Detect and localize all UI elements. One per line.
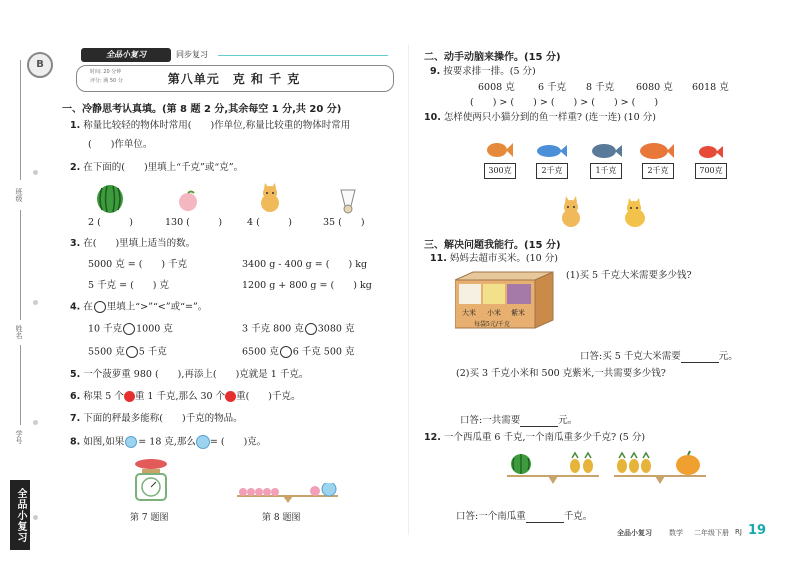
q4-item-4: 6500 克 6 千克 500 克 xyxy=(242,346,355,358)
q4-item-3: 5500 克 5 千克 xyxy=(88,346,167,358)
q9-value-3: 8 千克 xyxy=(586,82,615,93)
cat-icon xyxy=(558,196,584,228)
q11-answer2: 口答:一共需要 元。 xyxy=(460,415,578,426)
unit-header xyxy=(76,48,392,92)
bin-label-rice: 大米 xyxy=(462,309,476,317)
q1: 1. 称量比较轻的物体时常用( )作单位,称量比较重的物体时常用 xyxy=(70,120,351,131)
binding-hole xyxy=(33,515,38,520)
footer-grade: 二年级下册 xyxy=(694,529,729,537)
spine-line xyxy=(20,345,21,425)
q10: 10. 怎样使两只小猫分到的鱼一样重? (连一连) (10 分) xyxy=(424,112,656,123)
section-2-title: 二、动手动脑来操作。(15 分) xyxy=(424,52,561,63)
balance-scale-icon xyxy=(235,483,340,503)
q9-value-4: 6080 克 xyxy=(636,82,673,93)
bin-price-note: 每袋5元/千克 xyxy=(474,321,510,328)
q11: 11. 妈妈去超市买米。(10 分) xyxy=(430,253,558,264)
cat-icon xyxy=(622,198,648,228)
platform-scale-icon xyxy=(130,458,172,502)
q11-answer1: 口答:买 5 千克大米需要 元。 xyxy=(580,351,738,362)
q9-value-5: 6018 克 xyxy=(692,82,729,93)
answer-blank[interactable] xyxy=(681,352,719,363)
fish-weight-5: 700克 xyxy=(695,163,727,179)
fish-weight-1: 300克 xyxy=(484,163,516,179)
bin-label-millet: 小米 xyxy=(487,309,501,317)
q12-answer: 口答:一个南瓜重 千克。 xyxy=(456,511,593,522)
peach-icon xyxy=(177,190,199,212)
spine-line xyxy=(20,210,21,320)
q11-part2: (2)买 3 千克小米和 500 克紫米,一共需要多少钱? xyxy=(456,368,666,379)
fish-icon xyxy=(485,140,513,160)
q2-item-3: 4 ( ) xyxy=(247,217,292,228)
header-rule xyxy=(218,55,388,56)
spine-logo: 全品小复习 xyxy=(10,480,30,550)
score-meta: 评分: 满 50 分 xyxy=(90,78,123,84)
watermelon-icon xyxy=(95,184,125,214)
footer-subject: 数学 xyxy=(669,529,683,537)
fish-weight-2: 2千克 xyxy=(536,163,568,179)
q9-value-1: 6008 克 xyxy=(478,82,515,93)
q3: 3. 在( )里填上适当的数。 xyxy=(70,238,196,249)
fish-icon xyxy=(697,144,723,160)
fish-weight-4: 2千克 xyxy=(642,163,674,179)
q2: 2. 在下面的( )里填上“千克”或“克”。 xyxy=(70,162,244,173)
fish-icon xyxy=(590,141,622,161)
q3-item-3: 5 千克 = ( ) 克 xyxy=(88,280,169,291)
round-stamp: B xyxy=(27,52,53,78)
balance-watermelon-pineapples xyxy=(505,450,601,486)
answer-blank[interactable] xyxy=(520,416,558,427)
q4-item-2: 3 千克 800 克 3080 克 xyxy=(242,323,355,335)
fish-weight-3: 1千克 xyxy=(590,163,622,179)
q12: 12. 一个西瓜重 6 千克,一个南瓜重多少千克? (5 分) xyxy=(424,432,646,443)
spine-label-name: 姓名 xyxy=(15,325,23,339)
spine-label-class: 班级 xyxy=(15,188,23,202)
fish-icon xyxy=(638,140,674,162)
q3-item-2: 3400 g - 400 g = ( ) kg xyxy=(242,259,368,270)
page-number: 19 xyxy=(748,523,767,538)
q8: 8. 如图,如果 = 18 克,那么 = ( )克。 xyxy=(70,436,267,448)
q6: 6. 称果 5 个 重 1 千克,那么 30 个 重( )千克。 xyxy=(70,391,301,402)
q2-item-4: 35 ( ) xyxy=(323,217,365,228)
q2-item-2: 130 ( ) xyxy=(165,217,223,228)
q3-item-1: 5000 克 = ( ) 千克 xyxy=(88,259,188,270)
apple-icon xyxy=(225,391,236,402)
section-3-title: 三、解决问题我能行。(15 分) xyxy=(424,240,561,251)
fish-icon xyxy=(535,142,567,160)
fig7-caption: 第 7 题图 xyxy=(130,513,169,523)
binding-hole xyxy=(33,300,38,305)
q9-order: ( ) > ( ) > ( ) > ( ) > ( ) xyxy=(470,97,659,108)
unit-title: 第八单元 克 和 千 克 xyxy=(167,72,301,86)
cat-icon xyxy=(258,183,282,213)
footer-edition: RJ xyxy=(735,528,742,536)
answer-blank[interactable] xyxy=(526,512,564,523)
q9-value-2: 6 千克 xyxy=(538,82,567,93)
bin-label-purple: 紫米 xyxy=(511,309,525,317)
apple-icon xyxy=(124,391,135,402)
binding-hole xyxy=(33,420,38,425)
section-1-title: 一、冷静思考认真填。(第 8 题 2 分,其余每空 1 分,共 20 分) xyxy=(62,104,342,115)
spine-label-number: 学号 xyxy=(15,430,23,444)
q11-part1: (1)买 5 千克大米需要多少钱? xyxy=(566,270,692,281)
fig8-caption: 第 8 题图 xyxy=(262,513,301,523)
column-divider xyxy=(408,45,409,535)
q2-item-1: 2 ( ) xyxy=(88,217,133,228)
time-meta: 时间: 20 分钟 xyxy=(90,69,122,75)
q3-item-4: 1200 g + 800 g = ( ) kg xyxy=(242,280,372,291)
q7: 7. 下面的秤最多能称( )千克的物品。 xyxy=(70,413,243,424)
binding-spine xyxy=(0,40,46,543)
balance-pineapples-pumpkin xyxy=(612,450,708,486)
q4-item-1: 10 千克 1000 克 xyxy=(88,323,173,335)
brand-badge: 全品小复习 xyxy=(81,48,171,62)
binding-hole xyxy=(33,170,38,175)
shuttlecock-icon xyxy=(338,188,358,214)
spine-line xyxy=(20,60,21,180)
q9: 9. 按要求排一排。(5 分) xyxy=(430,66,536,77)
q4: 4. 在 里填上“>”“<”或“=”。 xyxy=(70,301,208,313)
q1-line2: ( )作单位。 xyxy=(88,139,153,150)
footer-brand: 全品小复习 xyxy=(617,529,652,537)
header-subtitle: 同步复习 xyxy=(176,50,208,59)
q5: 5. 一个菠萝重 980 ( ),再添上( )克就是 1 千克。 xyxy=(70,369,309,380)
